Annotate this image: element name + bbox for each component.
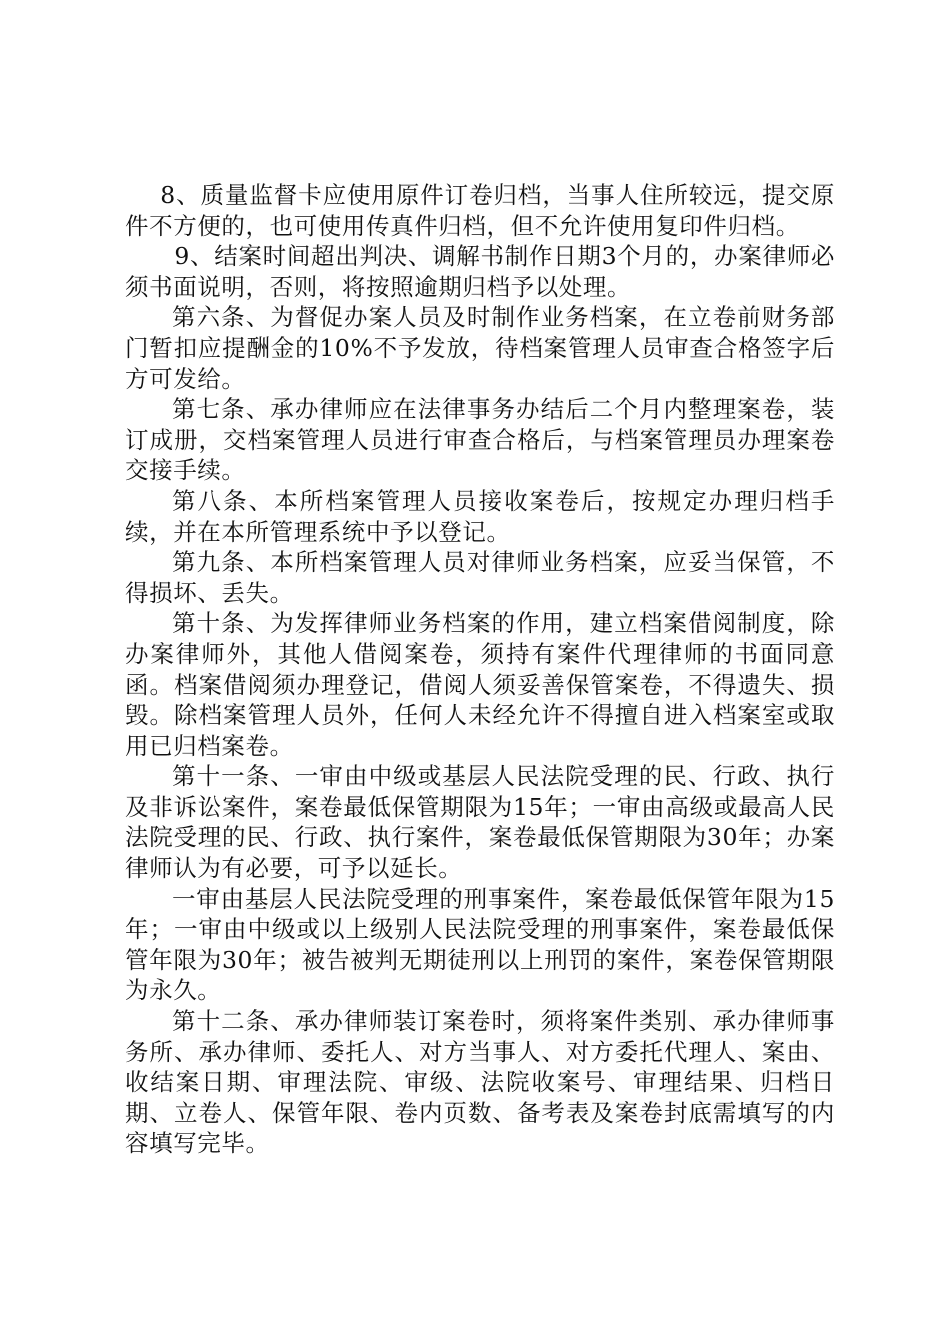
paragraph-article-6: 第六条、为督促办案人员及时制作业务档案，在立卷前财务部门暂扣应提酬金的10%不予发放，待档案管理人员审查合格签字后方可发给。 xyxy=(125,303,835,393)
paragraph-article-11-criminal: 一审由基层人民法院受理的刑事案件，案卷最低保管年限为15年；一审由中级或以上级别人民法院受理的刑事案件，案卷最低保管年限为30年；被告被判无期徒刑以上刑罚的案件，案卷保管期限为永久。 xyxy=(125,884,835,1005)
paragraph-article-7: 第七条、承办律师应在法律事务办结后二个月内整理案卷，装订成册，交档案管理人员进行审查合格后，与档案管理员办理案卷交接手续。 xyxy=(125,395,835,485)
paragraph-article-11: 第十一条、一审由中级或基层人民法院受理的民、行政、执行及非诉讼案件，案卷最低保管期限为15年；一审由高级或最高人民法院受理的民、行政、执行案件，案卷最低保管期限为30年；办案律师认为有必要，可予以延长。 xyxy=(125,762,835,883)
paragraph-item-9: 9、结案时间超出判决、调解书制作日期3个月的，办案律师必须书面说明，否则，将按照逾期归档予以处理。 xyxy=(125,242,835,301)
paragraph-article-12: 第十二条、承办律师装订案卷时，须将案件类别、承办律师事务所、承办律师、委托人、对方当事人、对方委托代理人、案由、收结案日期、审理法院、审级、法院收案号、审理结果、归档日期、立卷人、保管年限、卷内页数、备考表及案卷封底需填写的内容填写完毕。 xyxy=(125,1007,835,1158)
paragraph-article-10: 第十条、为发挥律师业务档案的作用，建立档案借阅制度，除办案律师外，其他人借阅案卷，须持有案件代理律师的书面同意函。档案借阅须办理登记，借阅人须妥善保管案卷，不得遗失、损毁。除档案管理人员外，任何人未经允许不得擅自进入档案室或取用已归档案卷。 xyxy=(125,609,835,760)
paragraph-article-9: 第九条、本所档案管理人员对律师业务档案，应妥当保管，不得损坏、丢失。 xyxy=(125,548,835,607)
paragraph-article-8: 第八条、本所档案管理人员接收案卷后，按规定办理归档手续，并在本所管理系统中予以登记。 xyxy=(125,486,835,546)
paragraph-item-8: 8、质量监督卡应使用原件订卷归档，当事人住所较远，提交原件不方便的，也可使用传真件归档，但不允许使用复印件归档。 xyxy=(125,181,835,240)
document-body xyxy=(125,180,835,1159)
